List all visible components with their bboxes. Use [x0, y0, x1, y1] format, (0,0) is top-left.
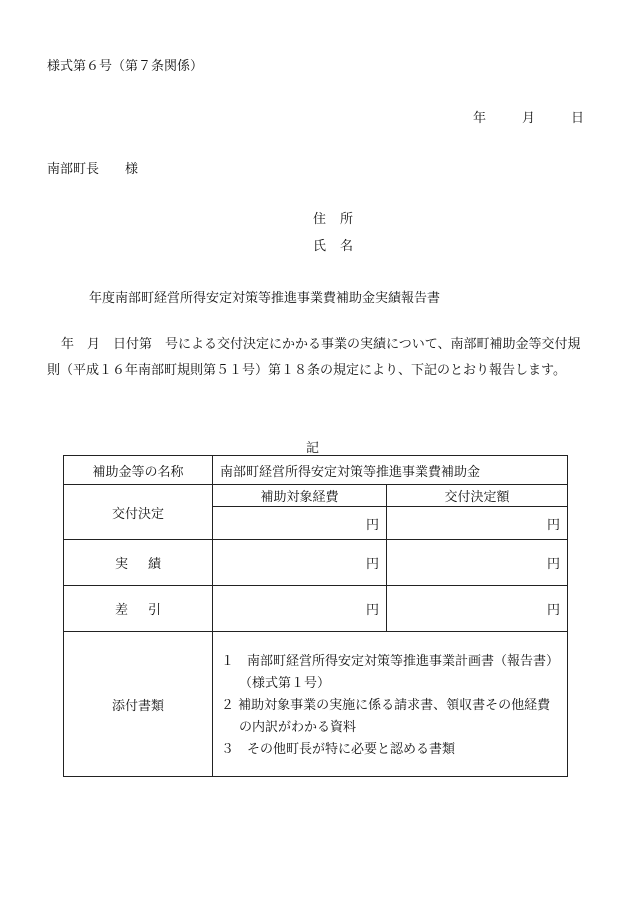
table-row	[64, 540, 568, 586]
grant-amount-header: 交付決定額	[387, 485, 568, 507]
table-row	[64, 456, 568, 485]
subsidy-name-value: 南部町経営所得安定対策等推進事業費補助金	[213, 456, 568, 485]
attachments-label: 添付書類	[64, 632, 213, 777]
table-row	[64, 586, 568, 632]
report-body: 年 月 日付第 号による交付決定にかかる事業の実績について、南部町補助金等交付規則（平成１６年南部町規則第５１号）第１８条の規定により、下記のとおり報告します。	[47, 337, 581, 378]
difference-label: 差引	[64, 586, 213, 632]
table-row	[64, 485, 568, 507]
form-number: 様式第６号（第７条関係）	[47, 59, 204, 74]
actual-cost-cell: 円	[213, 540, 387, 586]
addressee: 南部町長 様	[47, 162, 139, 177]
ki-heading: 記	[306, 441, 320, 456]
address-label: 住所	[313, 212, 368, 227]
subsidy-name-label: 補助金等の名称	[64, 456, 213, 485]
difference-cost-cell: 円	[213, 586, 387, 632]
date-day-label: 日	[571, 111, 585, 126]
report-table	[63, 455, 568, 777]
list-item: ３ その他町長が特に必要と認める書類	[221, 742, 456, 757]
decision-cost-cell: 円	[213, 507, 387, 540]
date-month-label: 月	[522, 111, 536, 126]
subsidy-cost-header: 補助対象経費	[213, 485, 387, 507]
date-year-label: 年	[473, 111, 487, 126]
attachments-list	[213, 632, 568, 777]
difference-amount-cell: 円	[387, 586, 568, 632]
actual-amount-cell: 円	[387, 540, 568, 586]
list-item: ２ 補助対象事業の実施に係る請求書、領収書その他経費の内訳がわかる資料	[221, 698, 551, 735]
list-item: １ 南部町経営所得安定対策等推進事業計画書（報告書）（様式第１号）	[221, 654, 560, 691]
document-title: 年度南部町経営所得安定対策等推進事業費補助金実績報告書	[89, 291, 441, 306]
actual-label: 実績	[64, 540, 213, 586]
name-label: 氏名	[313, 239, 368, 254]
decision-amount-cell: 円	[387, 507, 568, 540]
decision-label: 交付決定	[64, 485, 213, 540]
table-row	[64, 632, 568, 777]
report-date	[0, 107, 630, 126]
